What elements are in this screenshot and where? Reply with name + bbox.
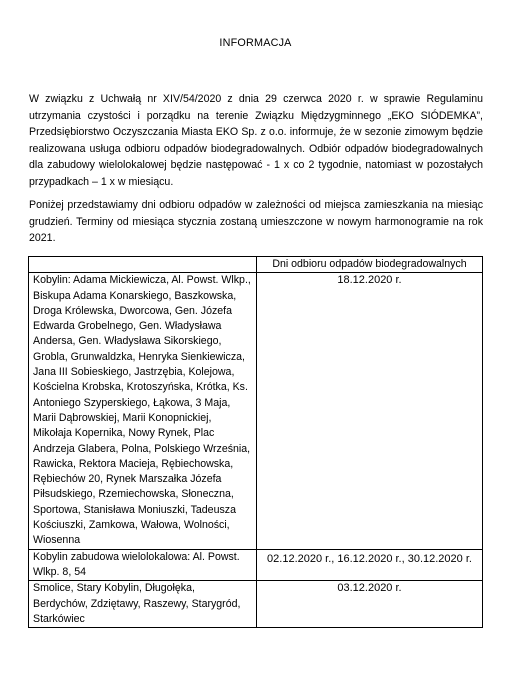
document-title: INFORMACJA [219, 37, 292, 49]
intro-paragraph: W związku z Uchwałą nr XIV/54/2020 z dnia 29 czerwca 2020 r. w sprawie Regulaminu utrzymania czystości i porządku na terenie Związku Międzygminnego „EKO SIÓDEMKA”, Przedsiębiorstwo Oczyszczania Miasta EKO Sp. z o.o. informuje, że w sezonie zimowym będzie realizowana usługa odbioru odpadów biodegradowalnych. Odbiór odpadów biodegradowalnych dla zabudowy wielolokalowej będzie następować - 1 x co 2 tygodnie, natomiast w pozostałych przypadkach – 1 x w miesiącu. [29, 93, 483, 188]
area-cell: Kobylin: Adama Mickiewicza, Al. Powst. Wlkp., Biskupa Adama Konarskiego, Baszkowska, Droga Królewska, Dworcowa, Gen. Józefa Edwarda Grobelnego, Gen. Władysława Andersa, Gen. Władysława Sikorskiego, Grobla, Grunwaldzka, Henryka Sienkiewicza, Jana III Sobieskiego, Jastrzębia, Kolejowa, Kościelna Krobska, Krotoszyńska, Krótka, Ks. Antoniego Szyperskiego, Łąkowa, 3 Maja, Marii Dąbrowskiej, Marii Konopnickiej, Mikołaja Kopernika, Nowy Rynek, Plac Andrzeja Glabera, Polna, Polskiego Września, Rawicka, Rektora Macieja, Rębiechowska, Rębiechów 20, Rynek Marszałka Józefa Piłsudskiego, Rzemiechowska, Słoneczna, Sportowa, Stanisława Moniuszki, Tadeusza Kościuszki, Zamkowa, Wałowa, Wolności, Wiosenna [29, 273, 257, 549]
date-cell: 02.12.2020 r., 16.12.2020 r., 30.12.2020 r. [257, 549, 483, 581]
table-row [29, 581, 483, 628]
area-cell: Kobylin zabudowa wielolokalowa: Al. Powst. Wlkp. 8, 54 [29, 549, 257, 581]
area-cell: Smolice, Stary Kobylin, Długołęka, Berdychów, Zdziętawy, Raszewy, Starygród, Starkówiec [29, 581, 257, 628]
table-row [29, 273, 483, 549]
collection-schedule-table [28, 256, 483, 628]
table-row [29, 549, 483, 581]
schedule-paragraph: Poniżej przedstawiamy dni odbioru odpadów w zależności od miejsca zamieszkania na miesiąc grudzień. Terminy od miesiąca stycznia zostaną umieszczone w nowym harmonogramie na rok 2021. [29, 199, 483, 245]
date-cell: 18.12.2020 r. [257, 273, 483, 549]
date-cell: 03.12.2020 r. [257, 581, 483, 628]
header-area-cell [29, 257, 257, 273]
table-header-row [29, 257, 483, 273]
header-dates-cell: Dni odbioru odpadów biodegradowalnych [257, 257, 483, 273]
